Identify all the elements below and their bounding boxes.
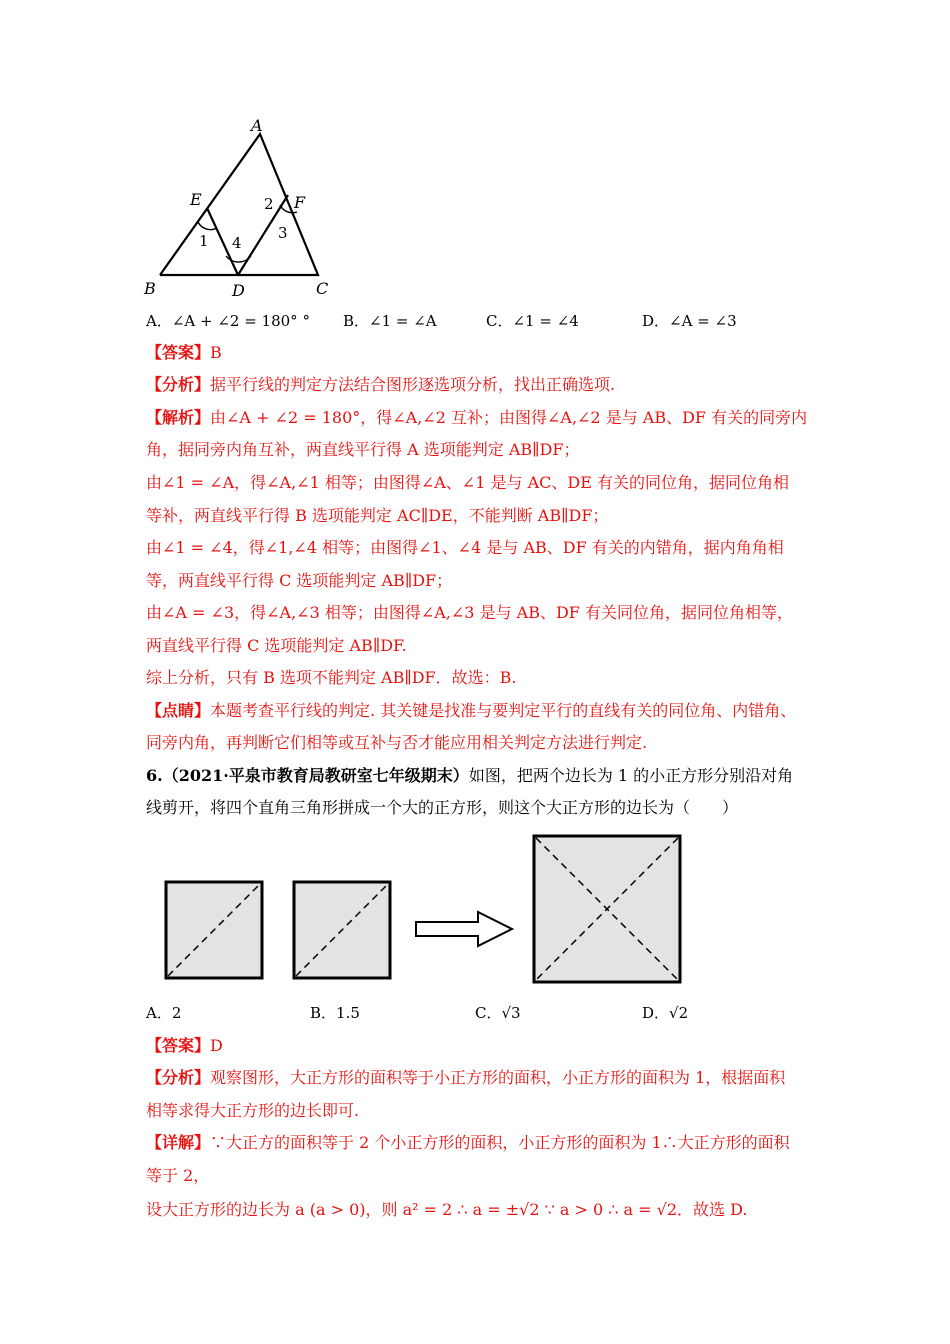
q5-option-c: C．∠1 = ∠4: [486, 312, 579, 330]
q5-solution-line: 由∠1 = ∠A，得∠A,∠1 相等；由图得∠A、∠1 是与 AC、DE 有关的同位角，据同位角相: [146, 473, 789, 492]
q6-option-a: A．2: [146, 1004, 182, 1022]
q5-solution-line: 由∠1 = ∠4，得∠1,∠4 相等；由图得∠1、∠4 是与 AB、DF 有关的内错角，据内角角相: [146, 538, 784, 557]
solution-tag: 【解析】: [146, 408, 211, 427]
small-square-1: [166, 882, 262, 978]
label-e: E: [190, 190, 202, 209]
q5-solution-line: 等补，两直线平行得 B 选项能判定 AC∥DE，不能判断 AB∥DF；: [146, 506, 609, 525]
q6-option-b: B．1.5: [310, 1004, 360, 1022]
analysis-tag: 【分析】: [146, 1068, 211, 1087]
right-arrow: [416, 912, 512, 946]
q6-stem-line: [146, 766, 793, 786]
q6-stem-line: 线剪开，将四个直角三角形拼成一个大的正方形，则这个大正方形的边长为（ ）: [146, 798, 739, 817]
q5-solution-line: 角，据同旁内角互补，两直线平行得 A 选项能判定 AB∥DF；: [146, 440, 580, 459]
solution-text: 由∠A + ∠2 = 180°，得∠A,∠2 互补；由图得∠A,∠2 是与 AB、DF 有关的同旁内: [210, 408, 808, 427]
label-angle-1: 1: [199, 232, 209, 250]
answer-tag: 【答案】: [146, 343, 211, 362]
q5-solution-line: [146, 408, 807, 428]
large-square: [534, 836, 680, 982]
squares-figure: [160, 832, 720, 988]
detail-tag: 【详解】: [146, 1133, 211, 1152]
detail-text: ∵大正方的面积等于 2 个小正方形的面积，小正方形的面积为 1∴大正方形的面积: [210, 1133, 790, 1152]
q5-solution-line: 两直线平行得 C 选项能判定 AB∥DF.: [146, 636, 407, 655]
answer-tag: 【答案】: [146, 1036, 211, 1055]
label-angle-2: 2: [264, 195, 274, 213]
q5-answer: [146, 343, 222, 363]
label-a: A: [251, 116, 263, 135]
q5-option-d: D．∠A = ∠3: [642, 312, 737, 330]
analysis-text: 观察图形，大正方形的面积等于小正方形的面积，小正方形的面积为 1，根据面积: [210, 1068, 786, 1087]
label-c: C: [316, 279, 329, 298]
label-f: F: [294, 193, 306, 212]
label-angle-4: 4: [232, 234, 242, 252]
label-angle-3: 3: [278, 224, 288, 242]
q6-answer: [146, 1036, 223, 1056]
q6-analysis-line: 相等求得大正方形的边长即可.: [146, 1101, 360, 1120]
q6-detail-line: 等于 2，: [146, 1166, 210, 1185]
q6-source: （2021·平泉市教育局教研室七年级期末）: [162, 766, 469, 785]
triangle-figure: [140, 112, 340, 302]
analysis-text: 据平行线的判定方法结合图形逐选项分析，找出正确选项.: [210, 375, 616, 394]
q5-comment-line: 同旁内角，再判断它们相等或互补与否才能应用相关判定方法进行判定.: [146, 733, 648, 752]
comment-text: 本题考查平行线的判定. 其关键是找准与要判定平行的直线有关的同位角、内错角、: [210, 701, 797, 720]
answer-value: B: [210, 343, 222, 362]
answer-value: D: [210, 1036, 223, 1055]
q6-number: 6.: [146, 766, 163, 785]
q5-option-a: A．∠A + ∠2 = 180° °: [146, 312, 310, 330]
q6-analysis-line: [146, 1068, 785, 1088]
q5-solution-line: 由∠A = ∠3，得∠A,∠3 相等；由图得∠A,∠3 是与 AB、DF 有关同位角，据同位角相等，: [146, 603, 793, 622]
q6-option-d: D．√2: [642, 1004, 689, 1022]
q5-solution-line: 等，两直线平行得 C 选项能判定 AB∥DF；: [146, 571, 453, 590]
label-d: D: [232, 281, 245, 300]
q5-comment-line: [146, 701, 796, 721]
q6-detail-line: [146, 1133, 790, 1153]
label-b: B: [144, 279, 156, 298]
q6-option-c: C．√3: [475, 1004, 521, 1022]
comment-tag: 【点睛】: [146, 701, 211, 720]
q5-option-b: B．∠1 = ∠A: [343, 312, 437, 330]
q6-detail-line: 设大正方形的边长为 a (a > 0)，则 a² = 2 ∴ a = ±√2 ∵ a > 0 ∴ a = √2．故选 D.: [146, 1200, 748, 1219]
q5-analysis: [146, 375, 615, 395]
q5-solution-line: 综上分析，只有 B 选项不能判定 AB∥DF．故选：B.: [146, 668, 517, 687]
small-square-2: [294, 882, 390, 978]
analysis-tag: 【分析】: [146, 375, 211, 394]
q6-stem-text: 如图，把两个边长为 1 的小正方形分别沿对角: [468, 766, 794, 785]
